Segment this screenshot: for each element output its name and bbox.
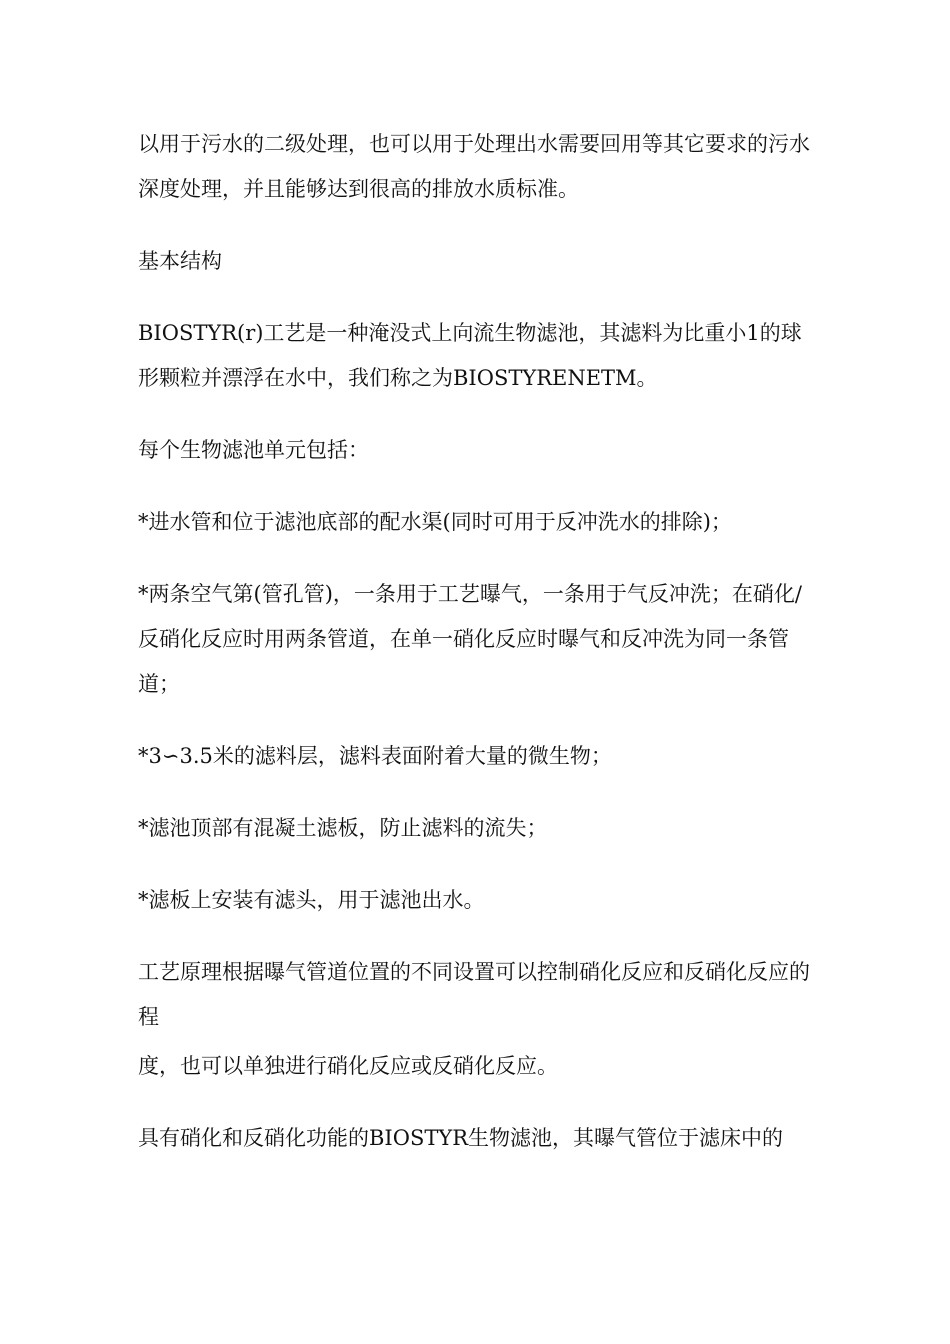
paragraph-process-principle-cont: 度，也可以单独进行硝化反应或反硝化反应。 bbox=[138, 1054, 558, 1078]
list-item-air-pipes: *两条空气第(管孔管)，一条用于工艺曝气，一条用于气反冲洗；在硝化/反硝化反应时用两条管道，在单一硝化反应时曝气和反冲洗为同一条管道； bbox=[138, 582, 802, 696]
paragraph-process-principle: 工艺原理根据曝气管道位置的不同设置可以控制硝化反应和反硝化反应的程 bbox=[138, 960, 810, 1029]
section-heading-basic-structure: 基本结构 bbox=[138, 249, 222, 273]
list-item-filter-layer: *3∽3.5米的滤料层，滤料表面附着大量的微生物； bbox=[138, 744, 612, 768]
document-body bbox=[138, 122, 814, 1161]
list-item-filter-heads: *滤板上安装有滤头，用于滤池出水。 bbox=[138, 888, 485, 912]
list-item-concrete-plate: *滤池顶部有混凝土滤板，防止滤料的流失； bbox=[138, 816, 548, 840]
paragraph-nitrification-filter: 具有硝化和反硝化功能的BIOSTYR生物滤池，其曝气管位于滤床中的 bbox=[138, 1126, 784, 1150]
list-item-inlet-pipe: *进水管和位于滤池底部的配水渠(同时可用于反冲洗水的排除)； bbox=[138, 510, 732, 534]
paragraph-secondary-treatment: 以用于污水的二级处理，也可以用于处理出水需要回用等其它要求的污水深度处理，并且能够达到很高的排放水质标准。 bbox=[138, 132, 810, 201]
paragraph-biostyr-intro: BIOSTYR(r)工艺是一种淹没式上向流生物滤池，其滤料为比重小1的球形颗粒并漂浮在水中，我们称之为BIOSTYRENETM。 bbox=[138, 321, 802, 390]
paragraph-unit-includes: 每个生物滤池单元包括： bbox=[138, 438, 369, 462]
